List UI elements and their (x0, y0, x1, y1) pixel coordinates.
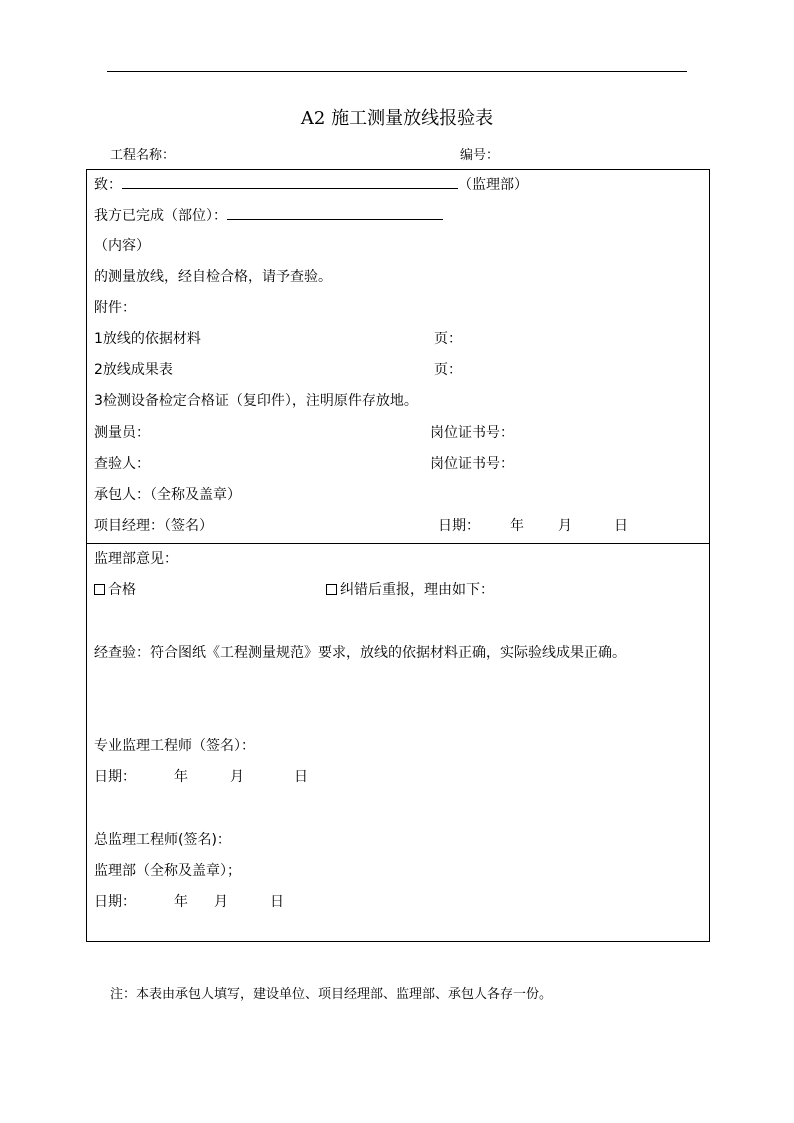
date-label: 日期： (94, 894, 136, 910)
serial-number-label: 编号： (460, 148, 500, 163)
request-text: 的测量放线，经自检合格，请予查验。 (94, 269, 332, 285)
inspector-cert-label: 岗位证书号： (430, 456, 514, 472)
addressee-field[interactable] (122, 175, 458, 189)
chief-engineer-label: 总监理工程师(签名)： (94, 832, 231, 848)
attachment-item: 3检测设备检定合格证（复印件），注明原件存放地。 (94, 393, 418, 409)
year-label: 年 (510, 518, 524, 534)
engineer-label: 专业监理工程师（签名）： (94, 738, 255, 754)
attachment-item: 2放线成果表 (94, 362, 173, 378)
inspector-label: 查验人： (94, 456, 150, 472)
date-label: 日期： (94, 769, 136, 785)
month-label: 月 (558, 518, 572, 534)
pass-checkbox[interactable] (94, 584, 105, 595)
correct-label: 纠错后重报，理由如下： (340, 582, 494, 598)
footnote: 注：本表由承包人填写，建设单位、项目经理部、监理部、承包人各存一份。 (110, 987, 553, 1002)
completed-label: 我方已完成（部位）： (94, 208, 227, 224)
pass-option[interactable] (94, 581, 136, 599)
contractor-label: 承包人：（全称及盖章） (94, 487, 241, 503)
day-label: 日 (270, 894, 284, 910)
supervision-section (86, 543, 710, 942)
department-label: 监理部（全称及盖章）； (94, 863, 241, 879)
completed-row (94, 206, 443, 225)
project-manager-label: 项目经理：（签名） (94, 518, 213, 534)
correct-checkbox[interactable] (326, 584, 337, 595)
form-title: A2 施工测量放线报验表 (300, 108, 494, 129)
submission-section (86, 169, 710, 544)
attachment-item: 1放线的依据材料 (94, 331, 201, 347)
to-suffix: （监理部） (458, 177, 528, 193)
pass-label: 合格 (108, 582, 136, 598)
month-label: 月 (214, 894, 228, 910)
day-label: 日 (614, 518, 628, 534)
addressee-row (94, 175, 528, 194)
top-rule (107, 71, 687, 72)
day-label: 日 (294, 769, 308, 785)
correct-option[interactable] (326, 581, 494, 599)
review-text: 经查验：符合图纸《工程测量规范》要求，放线的依据材料正确，实际验线成果正确。 (94, 645, 626, 661)
location-field[interactable] (227, 206, 443, 220)
opinion-label: 监理部意见： (94, 551, 178, 567)
year-label: 年 (174, 894, 188, 910)
date-label: 日期： (438, 518, 480, 534)
surveyor-label: 测量员： (94, 425, 150, 441)
project-name-label: 工程名称： (110, 148, 176, 163)
year-label: 年 (174, 769, 188, 785)
surveyor-cert-label: 岗位证书号： (430, 425, 514, 441)
attachment-pages: 页： (434, 331, 462, 347)
attachments-label: 附件： (94, 300, 136, 316)
attachment-pages: 页： (434, 362, 462, 378)
content-label: （内容） (94, 238, 150, 254)
to-label: 致： (94, 177, 122, 193)
month-label: 月 (230, 769, 244, 785)
